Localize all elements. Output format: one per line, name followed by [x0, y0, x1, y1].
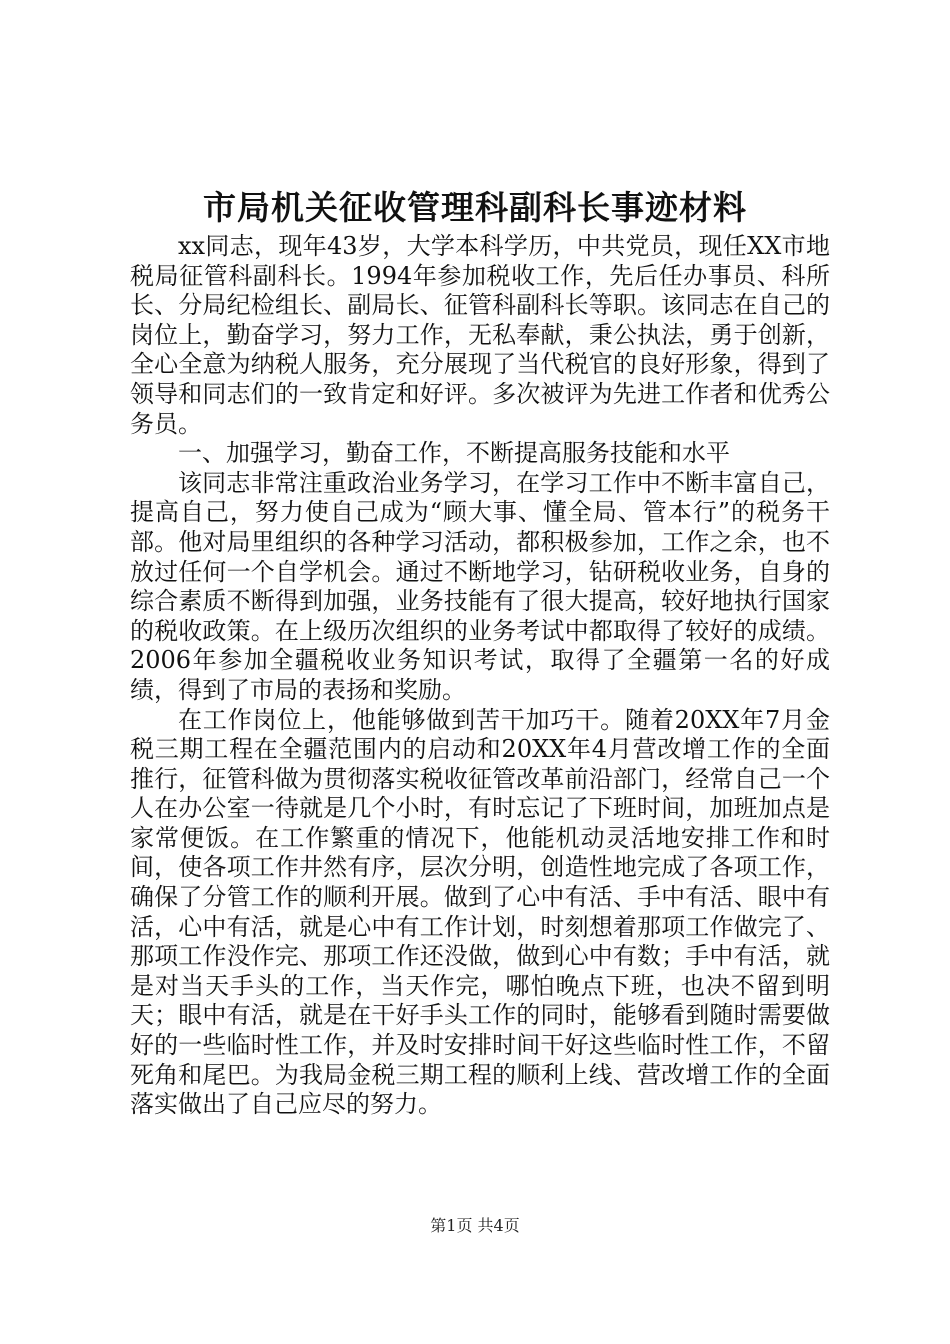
paragraph-study: 该同志非常注重政治业务学习，在学习工作中不断丰富自己，提高自己，努力使自己成为“顾大事、懂全局、管本行”的税务干部。他对局里组织的各种学习活动，都积极参加，工作之余，也不放过任何一个自学机会。通过不断地学习，钻研税收业务，自身的综合素质不断得到加强，业务技能有了很大提高，较好地执行国家的税收政策。在上级历次组织的业务考试中都取得了较好的成绩。2006年参加全疆税收业务知识考试，取得了全疆第一名的好成绩，得到了市局的表扬和奖励。 [130, 468, 830, 704]
paragraph-intro: xx同志，现年43岁，大学本科学历，中共党员，现任XX市地税局征管科副科长。1994年参加税收工作，先后任办事员、科所长、分局纪检组长、副局长、征管科副科长等职。该同志在自己的岗位上，勤奋学习，努力工作，无私奉献，秉公执法，勇于创新，全心全意为纳税人服务，充分展现了当代税官的良好形象，得到了领导和同志们的一致肯定和好评。多次被评为先进工作者和优秀公务员。 [130, 232, 830, 438]
document-title: 市局机关征收管理科副科长事迹材料 [203, 188, 747, 227]
section-heading: 一、加强学习，勤奋工作，不断提高服务技能和水平 [178, 439, 730, 468]
paragraph-work: 在工作岗位上，他能够做到苦干加巧干。随着20XX年7月金税三期工程在全疆范围内的启动和20XX年4月营改增工作的全面推行，征管科做为贯彻落实税收征管改革前沿部门，经常自己一个人在办公室一待就是几个小时，有时忘记了下班时间，加班加点是家常便饭。在工作繁重的情况下，他能机动灵活地安排工作和时间，使各项工作井然有序，层次分明，创造性地完成了各项工作，确保了分管工作的顺利开展。做到了心中有活、手中有活、眼中有活，心中有活，就是心中有工作计划，时刻想着那项工作做完了、那项工作没作完、那项工作还没做，做到心中有数；手中有活，就是对当天手头的工作，当天作完，哪怕晚点下班，也决不留到明天；眼中有活，就是在干好手头工作的同时，能够看到随时需要做好的一些临时性工作，并及时安排时间干好这些临时性工作，不留死角和尾巴。为我局金税三期工程的顺利上线、营改增工作的全面落实做出了自己应尽的努力。 [130, 705, 830, 1119]
document-body [130, 232, 830, 1120]
page-footer: 第1页 共4页 [430, 1216, 520, 1235]
